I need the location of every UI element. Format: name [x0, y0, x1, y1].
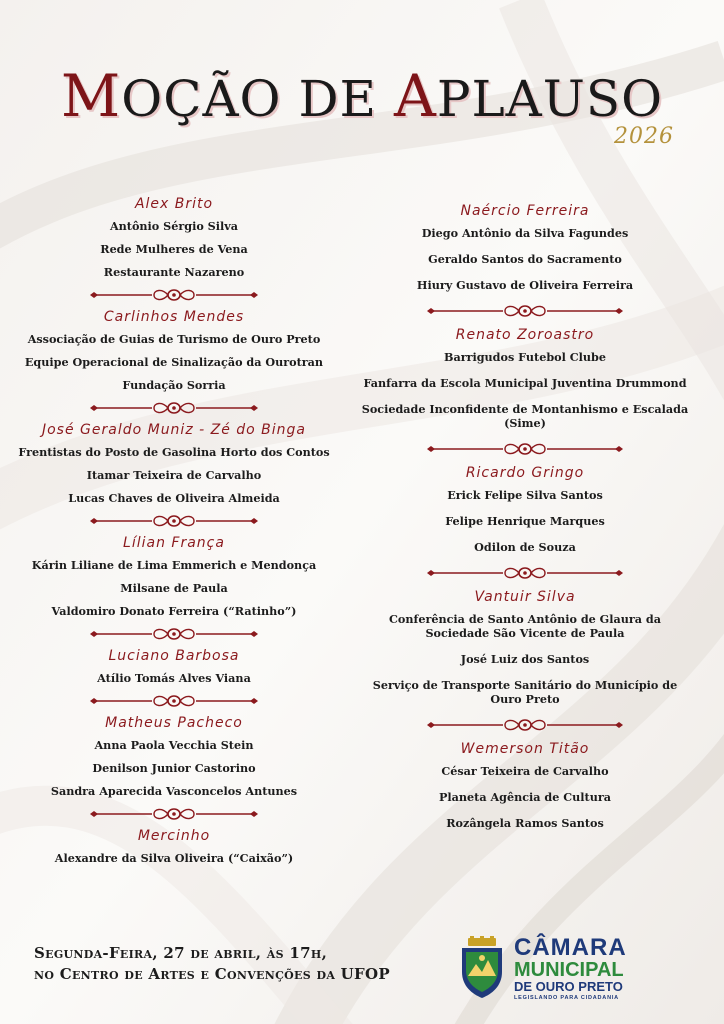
logo-line-ouro-preto: DE OURO PRETO [514, 979, 623, 994]
ornament-divider-icon [88, 807, 260, 821]
councilor-name: Luciano Barbosa [108, 648, 240, 664]
councilor-group [360, 202, 690, 292]
logo-line-municipal: MUNICIPAL [514, 959, 624, 981]
title-word-2: PLAUSO [436, 70, 664, 128]
councilor-name: Alex Brito [134, 196, 214, 212]
logo-tagline: LEGISLANDO PARA CIDADANIA [514, 995, 619, 1001]
ornament-divider-icon [88, 288, 260, 302]
honoree-name: Sociedade Inconfidente de Montanhismo e Escalada (Sime) [361, 402, 689, 430]
honoree-name: José Luiz dos Santos [460, 652, 590, 666]
councilor-group [14, 534, 334, 618]
honoree-name: Itamar Teixeira de Carvalho [86, 468, 262, 482]
honoree-name: Denilson Junior Castorino [92, 761, 256, 775]
honoree-name: Diego Antônio da Silva Fagundes [421, 226, 629, 240]
year-label: 2026 [614, 124, 674, 149]
honoree-name: Alexandre da Silva Oliveira (“Caixão”) [54, 851, 294, 865]
councilor-name: Vantuir Silva [474, 589, 576, 605]
councilor-name: Matheus Pacheco [105, 715, 243, 731]
councilor-group [14, 421, 334, 505]
coat-of-arms-icon [456, 936, 508, 1000]
honoree-name: Antônio Sérgio Silva [109, 219, 239, 233]
honoree-name: Serviço de Transporte Sanitário do Município de Ouro Preto [372, 678, 678, 706]
honoree-name: Atílio Tomás Alves Viana [97, 671, 251, 685]
councilor-name: Ricardo Gringo [465, 465, 585, 481]
honoree-name: Rozângela Ramos Santos [446, 816, 604, 830]
event-date: Segunda-Feira, 27 de abril, às 17h, [34, 944, 328, 962]
honoree-name: Fanfarra da Escola Municipal Juventina Drummond [363, 376, 687, 390]
councilor-group [14, 195, 334, 279]
ornament-divider-icon [88, 514, 260, 528]
honoree-name: Lucas Chaves de Oliveira Almeida [68, 491, 280, 505]
ornament-divider-icon [425, 718, 625, 732]
ornament-divider-icon [425, 442, 625, 456]
camara-logo [456, 936, 656, 1002]
honoree-name: Conferência de Santo Antônio de Glaura da Sociedade São Vicente de Paula [389, 612, 661, 640]
councilor-name: Naércio Ferreira [460, 203, 590, 219]
event-venue: no Centro de Artes e Convenções da UFOP [34, 965, 390, 983]
poster-title [0, 62, 724, 130]
honoree-name: Milsane de Paula [120, 581, 228, 595]
ornament-divider-icon [425, 304, 625, 318]
title-word-1: OÇÃO DE [121, 70, 394, 128]
logo-line-camara: CÂMARA [514, 934, 627, 961]
councilor-name: José Geraldo Muniz - Zé do Binga [41, 422, 307, 438]
councilor-name: Renato Zoroastro [455, 327, 595, 343]
honoree-name: Frentistas do Posto de Gasolina Horto dos Contos [18, 445, 330, 459]
councilor-group [14, 714, 334, 798]
honoree-name: César Teixeira de Carvalho [441, 764, 609, 778]
councilor-name: Carlinhos Mendes [103, 309, 245, 325]
ornament-divider-icon [88, 694, 260, 708]
left-column [14, 195, 334, 874]
councilor-group [360, 740, 690, 830]
honoree-name: Geraldo Santos do Sacramento [428, 252, 622, 266]
honoree-name: Hiury Gustavo de Oliveira Ferreira [416, 278, 634, 292]
honoree-name: Planeta Agência de Cultura [438, 790, 611, 804]
ornament-divider-icon [88, 627, 260, 641]
honoree-name: Restaurante Nazareno [103, 265, 245, 279]
honoree-name: Rede Mulheres de Vena [100, 242, 248, 256]
honoree-name: Fundação Sorria [122, 378, 226, 392]
event-details [34, 943, 390, 985]
right-column [360, 202, 690, 842]
honoree-name: Odilon de Souza [474, 540, 576, 554]
honoree-name: Associação de Guias de Turismo de Ouro Preto [27, 332, 321, 346]
councilor-group [14, 827, 334, 865]
honoree-name: Valdomiro Donato Ferreira (“Ratinho”) [51, 604, 297, 618]
title-cap-a: A [393, 62, 437, 130]
ornament-divider-icon [88, 401, 260, 415]
honoree-name: Erick Felipe Silva Santos [447, 488, 603, 502]
councilor-name: Mercinho [137, 828, 211, 844]
honoree-name: Sandra Aparecida Vasconcelos Antunes [50, 784, 298, 798]
councilor-group [360, 588, 690, 706]
title-cap-m: M [60, 62, 122, 130]
councilor-group [14, 308, 334, 392]
logo-wordmark [514, 936, 627, 1002]
honoree-name: Barrigudos Futebol Clube [443, 350, 606, 364]
honoree-name: Anna Paola Vecchia Stein [94, 738, 254, 752]
ornament-divider-icon [425, 566, 625, 580]
honoree-name: Equipe Operacional de Sinalização da Ourotran [24, 355, 324, 369]
councilor-name: Wemerson Titão [460, 741, 590, 757]
councilor-group [14, 647, 334, 685]
honoree-name: Kárin Liliane de Lima Emmerich e Mendonça [31, 558, 317, 572]
councilor-group [360, 326, 690, 430]
honoree-name: Felipe Henrique Marques [445, 514, 605, 528]
councilor-name: Lílian França [123, 535, 225, 551]
councilor-group [360, 464, 690, 554]
